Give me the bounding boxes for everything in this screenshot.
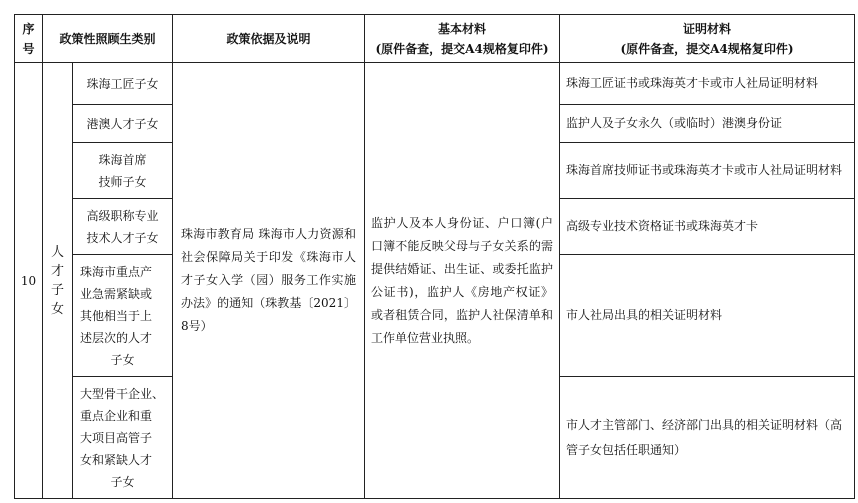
header-cert: 证明材料 (原件备查，提交A4规格复印件) — [560, 15, 855, 63]
cert-cell: 高级专业技术资格证书或珠海英才卡 — [560, 199, 855, 255]
subcategory-cell: 珠海工匠子女 — [73, 63, 173, 105]
row-seq: 10 — [15, 63, 43, 499]
cert-cell: 珠海首席技师证书或珠海英才卡或市人社局证明材料 — [560, 143, 855, 199]
subcategory-cell: 珠海市重点产 业急需紧缺或 其他相当于上 述层次的人才 子女 — [73, 255, 173, 377]
subcategory-cell: 大型骨干企业、 重点企业和重 大项目高管子 女和紧缺人才 子女 — [73, 377, 173, 499]
policy-table — [14, 14, 855, 499]
header-basic: 基本材料 (原件备查，提交A4规格复印件) — [365, 15, 560, 63]
header-row — [15, 15, 855, 63]
subcategory-cell: 珠海首席 技师子女 — [73, 143, 173, 199]
cert-cell: 市人才主管部门、经济部门出具的相关证明材料（高管子女包括任职通知） — [560, 377, 855, 499]
header-category: 政策性照顾生类别 — [43, 15, 173, 63]
subcategory-cell: 高级职称专业 技术人才子女 — [73, 199, 173, 255]
table-row — [15, 63, 855, 105]
cert-cell: 监护人及子女永久（或临时）港澳身份证 — [560, 105, 855, 143]
cert-cell: 珠海工匠证书或珠海英才卡或市人社局证明材料 — [560, 63, 855, 105]
row-group: 人才子女 — [43, 63, 73, 499]
header-seq: 序 号 — [15, 15, 43, 63]
cert-cell: 市人社局出具的相关证明材料 — [560, 255, 855, 377]
header-policy: 政策依据及说明 — [173, 15, 365, 63]
subcategory-cell: 港澳人才子女 — [73, 105, 173, 143]
basic-materials: 监护人及本人身份证、户口簿(户口簿不能反映父母与子女关系的需提供结婚证、出生证、或委托监护公证书)，监护人《房地产权证》或者租赁合同，监护人社保清单和工作单位营业执照。 — [365, 63, 560, 499]
policy-basis: 珠海市教育局 珠海市人力资源和社会保障局关于印发《珠海市人才子女入学（园）服务工作实施办法》的通知（珠教基〔2021〕8号） — [173, 63, 365, 499]
